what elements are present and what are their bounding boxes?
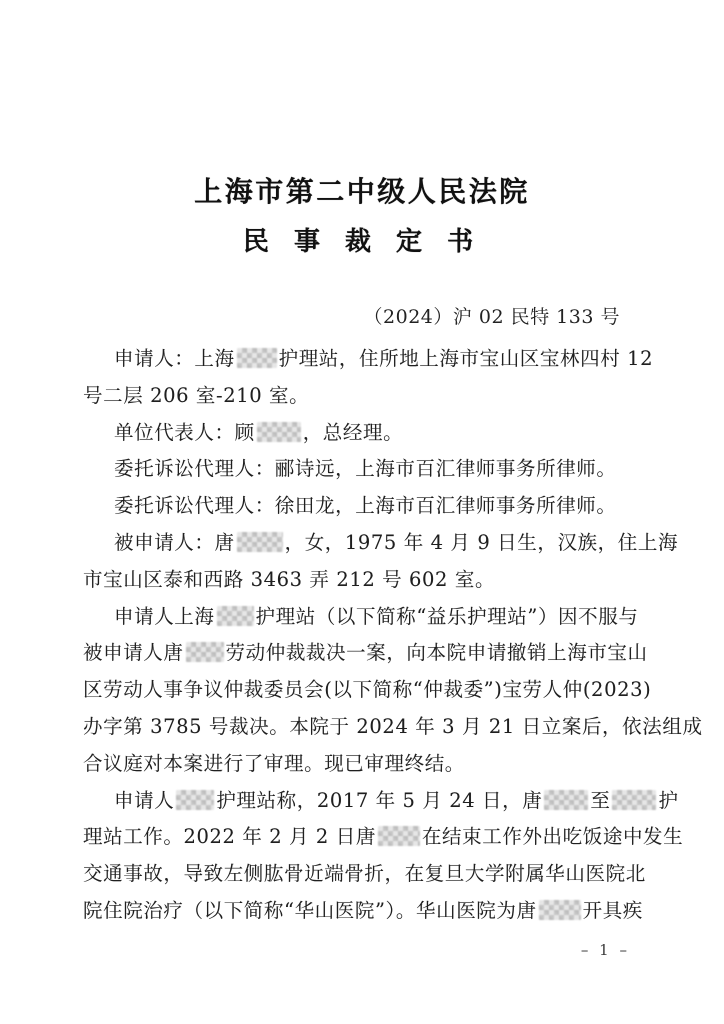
text-segment: 号二层 206 室-210 室。 (83, 383, 310, 407)
text-line-6 (83, 525, 679, 562)
text-line-9 (83, 635, 648, 672)
text-segment: 区劳动人事争议仲裁委员会(以下简称“仲裁委”)宝劳人仲(2023) (83, 678, 652, 702)
text-segment: 申请人上海 (114, 604, 215, 628)
text-line-15 (83, 856, 645, 893)
text-segment: 交通事故，导致左侧肱骨近端骨折，在复旦大学附属华山医院北 (83, 862, 646, 886)
text-segment: 被申请人唐 (83, 641, 184, 665)
text-line-8 (83, 599, 645, 636)
text-segment: 护理站，住所地上海市宝山区宝林四村 12 (278, 347, 654, 370)
text-line-2 (83, 378, 645, 415)
text-line-14 (83, 819, 684, 856)
text-line-16 (83, 893, 645, 930)
text-segment: 护 (658, 788, 679, 812)
redacted-text (612, 790, 656, 810)
document-body (83, 341, 703, 930)
text-segment: 单位代表人：顾 (114, 420, 255, 444)
text-line-7 (83, 562, 645, 599)
case-number: （2024）沪 02 民特 133 号 (363, 306, 620, 328)
text-segment: 在结束工作外出吃饭途中发生 (421, 825, 684, 849)
court-name-title: 上海市第二中级人民法院 (194, 175, 530, 208)
text-segment: 办字第 3785 号裁决。本院于 2024 年 3 月 21 日立案后，依法组成 (83, 714, 703, 738)
redacted-text (378, 826, 420, 846)
text-segment: 劳动仲裁裁决一案，向本院申请撤销上海市宝山 (225, 641, 648, 665)
redacted-text (176, 790, 214, 810)
text-segment: 理站工作。2022 年 2 月 2 日唐 (83, 825, 376, 849)
text-line-12 (83, 746, 645, 783)
text-line-5 (83, 488, 645, 525)
text-segment: 护理站称，2017 年 5 月 24 日，唐 (216, 788, 543, 812)
text-segment: ，总经理。 (302, 420, 404, 444)
text-line-11 (83, 709, 703, 746)
text-line-13 (83, 783, 679, 820)
text-segment: 市宝山区泰和西路 3463 弄 212 号 602 室。 (83, 567, 496, 591)
redacted-text (217, 606, 254, 626)
text-segment: 申请人：上海 (114, 347, 235, 370)
redacted-text (539, 900, 581, 920)
text-segment: ，女，1975 年 4 月 9 日生，汉族，住上海 (284, 530, 679, 554)
text-segment: 合议庭对本案进行了审理。现已审理终结。 (83, 751, 465, 775)
document-type-title: 民 事 裁 定 书 (242, 227, 482, 257)
redacted-text (237, 532, 283, 552)
redacted-text (544, 790, 588, 810)
redacted-text (237, 348, 277, 368)
text-segment: 被申请人：唐 (114, 530, 235, 554)
text-segment: 院住院治疗（以下简称“华山医院”）。华山医院为唐 (83, 898, 537, 922)
text-segment: 委托诉讼代理人：郦诗远，上海市百汇律师事务所律师。 (114, 457, 617, 481)
text-line-1 (83, 341, 654, 378)
text-line-3 (83, 415, 645, 452)
text-segment: 开具疾 (582, 898, 643, 922)
page-number: – 1 – (580, 941, 630, 959)
text-segment: 护理站（以下简称“益乐护理站”）因不服与 (255, 604, 639, 628)
text-line-10 (83, 672, 652, 709)
text-segment: 至 (590, 788, 611, 812)
text-segment: 申请人 (114, 788, 175, 812)
redacted-text (186, 642, 224, 662)
text-line-4 (83, 451, 645, 488)
redacted-text (257, 422, 301, 442)
text-segment: 委托诉讼代理人：徐田龙，上海市百汇律师事务所律师。 (114, 494, 617, 518)
